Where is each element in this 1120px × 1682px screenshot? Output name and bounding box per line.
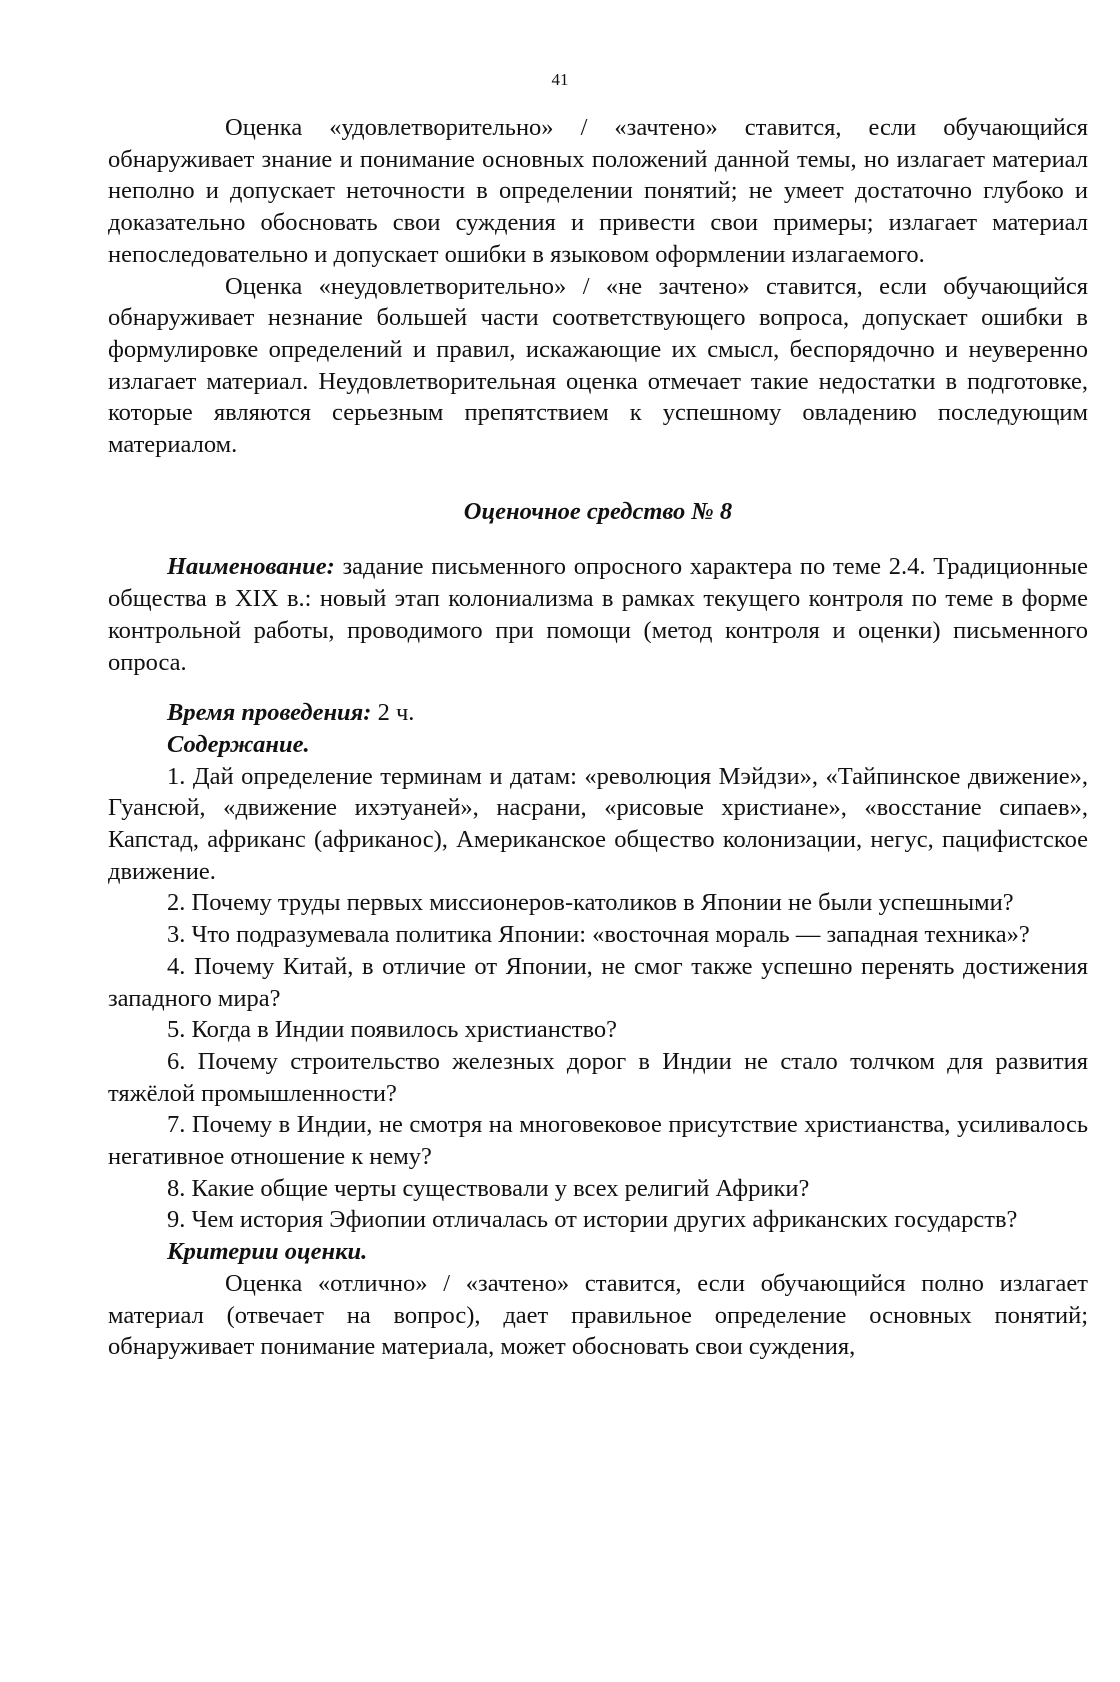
section-title: Оценочное средство № 8 xyxy=(463,497,733,525)
time-text: 2 ч. xyxy=(371,699,415,727)
paragraph-unsatisfactory: Оценка «неудовлетворительно» / «не зачтено» ставится, если обучающийся обнаруживает незнание большей части соответствующего вопроса, допускает ошибки в формулировке определений и правил, искажающие их смысл, беспорядочно и неуверенно излагает материал. Неудовлетворительная оценка отмечает такие недостатки в подготовке, которые являются серьезным препятствием к успешному овладению последующим материалом. xyxy=(108,272,1088,459)
question-item: 9. Чем история Эфиопии отличалась от истории других африканских государств? xyxy=(167,1206,1018,1234)
question-item: 7. Почему в Индии, не смотря на многовековое присутствие христианства, усиливалось негативное отношение к нему? xyxy=(108,1111,1088,1171)
criteria-heading: Критерии оценки. xyxy=(167,1238,368,1266)
page-number: 41 xyxy=(551,70,569,89)
question-item: 3. Что подразумевала политика Японии: «восточная мораль — западная техника»? xyxy=(167,921,1030,949)
question-item: 4. Почему Китай, в отличие от Японии, не смог также успешно перенять достижения западного мира? xyxy=(108,952,1088,1012)
name-paragraph xyxy=(108,551,1088,678)
time-label: Время проведения: xyxy=(167,699,372,727)
question-item: 1. Дай определение терминам и датам: «революция Мэйдзи», «Тайпинское движение», Гуансюй, «движение ихэтуаней», насрани, «рисовые христиане», «восстание сипаев», Капстад, африканс (африканос), Американское общество колонизации, негус, пацифистское движение. xyxy=(108,762,1088,885)
question-item: 2. Почему труды первых миссионеров-католиков в Японии не были успешными? xyxy=(167,889,1014,917)
content-heading: Содержание. xyxy=(167,730,310,758)
name-label: Наименование: xyxy=(167,553,335,581)
paragraph-satisfactory: Оценка «удовлетворительно» / «зачтено» ставится, если обучающийся обнаруживает знание и понимание основных положений данной темы, но излагает материал неполно и допускает неточности в определении понятий; не умеет достаточно глубоко и доказательно обосновать свои суждения и привести свои примеры; излагает материал непоследовательно и допускает ошибки в языковом оформлении излагаемого. xyxy=(108,114,1088,268)
question-item: 5. Когда в Индии появилось христианство? xyxy=(167,1016,617,1044)
criteria-paragraph: Оценка «отлично» / «зачтено» ставится, если обучающийся полно излагает материал (отвечает на вопрос), дает правильное определение основных понятий; обнаруживает понимание материала, может обосновать свои суждения, xyxy=(108,1269,1088,1361)
time-paragraph xyxy=(108,697,1088,729)
page-content xyxy=(108,112,1088,1363)
question-item: 8. Какие общие черты существовали у всех религий Африки? xyxy=(167,1174,810,1202)
name-text: задание письменного опросного характера по теме 2.4. Традиционные общества в XIX в.: новый этап колониализма в рамках текущего контроля по теме в форме контрольной работы, проводимого при помощи (метод контроля и оценки) письменного опроса. xyxy=(108,553,1088,676)
question-item: 6. Почему строительство железных дорог в Индии не стало толчком для развития тяжёлой промышленности? xyxy=(108,1047,1088,1107)
